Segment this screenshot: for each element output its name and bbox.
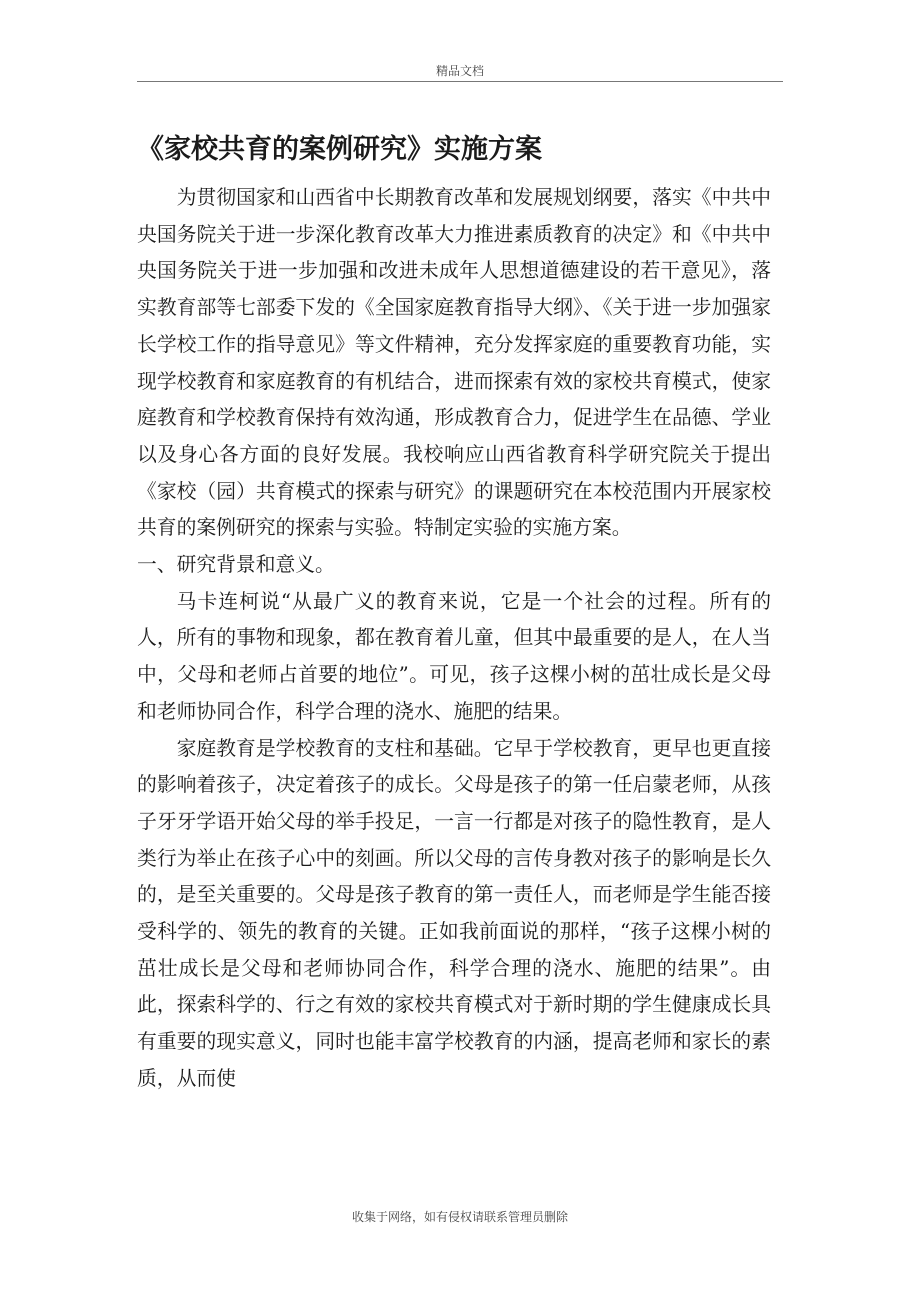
intro-paragraph: 为贯彻国家和山西省中长期教育改革和发展规划纲要，落实《中共中央国务院关于进一步深化教育改革大力推进素质教育的决定》和《中共中央国务院关于进一步加强和改进未成年人思想道德建设的若干意见》，落实教育部等七部委下发的《全国家庭教育指导大纲》、《关于进一步加强家长学校工作的指导意见》等文件精神，充分发挥家庭的重要教育功能，实现学校教育和家庭教育的有机结合，进而探索有效的家校共育模式，使家庭教育和学校教育保持有效沟通，形成教育合力，促进学生在品德、学业以及身心各方面的良好发展。我校响应山西省教育科学研究院关于提出《家校（园）共育模式的探索与研究》的课题研究在本校范围内开展家校共育的案例研究的探索与实验。特制定实验的实施方案。 — [137, 186, 771, 540]
header-divider — [137, 81, 783, 82]
background-paragraph-2: 家庭教育是学校教育的支柱和基础。它早于学校教育，更早也更直接的影响着孩子，决定着孩子的成长。父母是孩子的第一任启蒙老师，从孩子牙牙学语开始父母的举手投足，一言一行都是对孩子的隐性教育，是人类行为举止在孩子心中的刻画。所以父母的言传身教对孩子的影响是长久的，是至关重要的。父母是孩子教育的第一责任人，而老师是学生能否接受科学的、领先的教育的关键。正如我前面说的那样，“孩子这棵小树的茁壮成长是父母和老师协同合作，科学合理的浇水、施肥的结果”。由此，探索科学的、行之有效的家校共育模式对于新时期的学生健康成长具有重要的现实意义，同时也能丰富学校教育的内涵，提高老师和家长的素质，从而使 — [137, 736, 771, 1090]
document-title: 《家校共育的案例研究》实施方案 — [137, 134, 542, 165]
section-heading: 一、研究背景和意义。 — [137, 553, 335, 577]
page-header: 精品文档 — [435, 64, 484, 78]
document-body — [137, 180, 771, 1098]
background-paragraph-1: 马卡连柯说“从最广义的教育来说，它是一个社会的过程。所有的人，所有的事物和现象，都在教育着儿童，但其中最重要的是人，在人当中，父母和老师占首要的地位”。可见，孩子这棵小树的茁壮成长是父母和老师协同合作，科学合理的浇水、施肥的结果。 — [137, 589, 771, 723]
page-footer: 收集于网络，如有侵权请联系管理员删除 — [351, 1210, 568, 1224]
